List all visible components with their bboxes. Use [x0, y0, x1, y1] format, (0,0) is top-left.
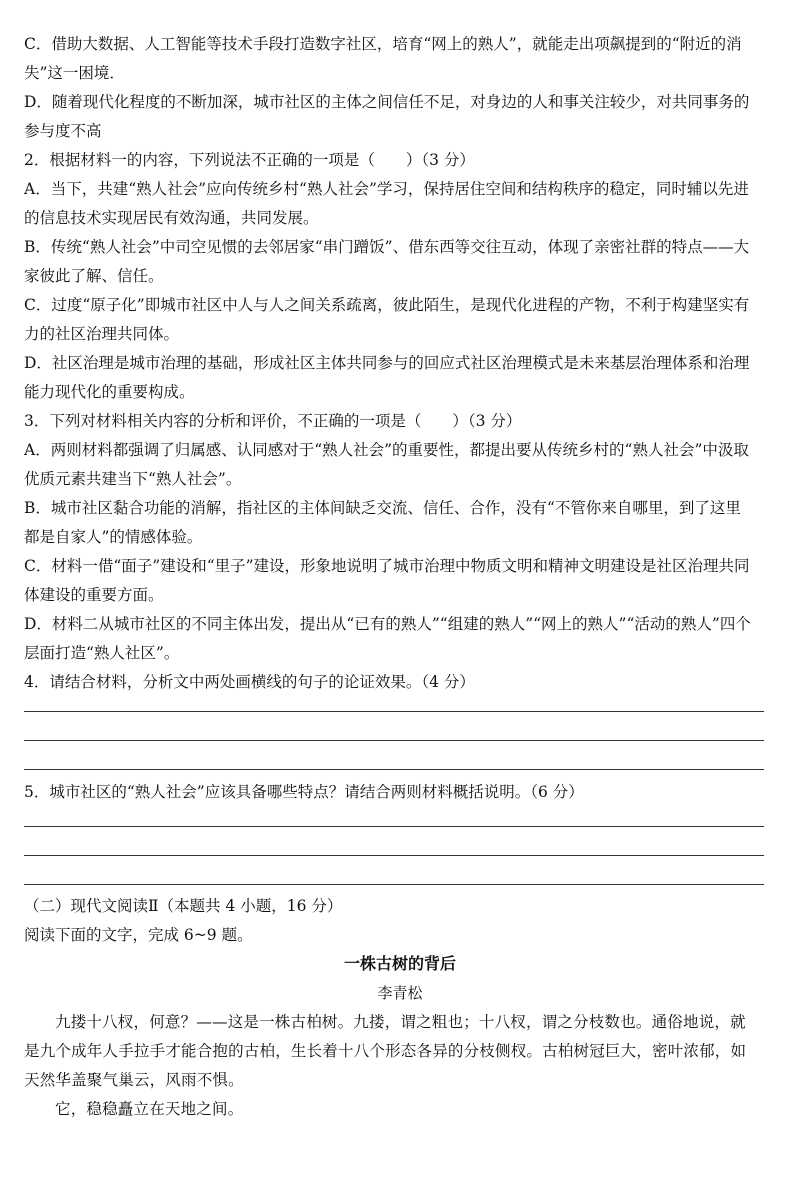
q5-answer-line[interactable] [24, 855, 764, 856]
q2-option-c-line1: C．过度“原子化”即城市社区中人与人之间关系疏离，彼此陌生，是现代化进程的产物，不利于构建坚实有 [24, 296, 750, 314]
section-instruction: 阅读下面的文字，完成 6~9 题。 [24, 926, 253, 944]
section-heading: （二）现代文阅读Ⅱ（本题共 4 小题，16 分） [24, 897, 343, 915]
q3-option-a-line1: A．两则材料都强调了归属感、认同感对于“熟人社会”的重要性，都提出要从传统乡村的“熟人社会”中汲取 [24, 441, 749, 459]
q3-stem: 3．下列对材料相关内容的分析和评价，不正确的一项是（ ）（3 分） [24, 412, 522, 430]
q2-stem: 2．根据材料一的内容，下列说法不正确的一项是（ ）（3 分） [24, 151, 475, 169]
q4-answer-line[interactable] [24, 711, 764, 712]
q4-answer-line[interactable] [24, 740, 764, 741]
article-paragraph1-line1: 九搂十八杈，何意？——这是一株古柏树。九搂，谓之粗也；十八杈，谓之分枝数也。通俗地说，就 [55, 1013, 746, 1031]
q2-option-b-line1: B．传统“熟人社会”中司空见惯的去邻居家“串门蹭饭”、借东西等交往互动，体现了亲密社群的特点——大 [24, 238, 750, 256]
q5-stem: 5．城市社区的“熟人社会”应该具备哪些特点？请结合两则材料概括说明。（6 分） [24, 783, 584, 801]
q3-option-b-line1: B．城市社区黏合功能的消解，指社区的主体间缺乏交流、信任、合作，没有“不管你来自哪里，到了这里 [24, 499, 741, 517]
q3-option-c-line2: 体建设的重要方面。 [24, 586, 164, 604]
q4-stem: 4．请结合材料，分析文中两处画横线的句子的论证效果。（4 分） [24, 673, 475, 691]
article-paragraph2-line1: 它，稳稳矗立在天地之间。 [55, 1100, 244, 1118]
q3-option-d-line2: 层面打造“熟人社区”。 [24, 644, 180, 662]
q2-option-a-line2: 的信息技术实现居民有效沟通，共同发展。 [24, 209, 319, 227]
article-author: 李青松 [377, 984, 423, 1002]
q1-option-d-line1: D．随着现代化程度的不断加深，城市社区的主体之间信任不足，对身边的人和事关注较少，对共同事务的 [24, 93, 750, 111]
q2-option-c-line2: 力的社区治理共同体。 [24, 325, 180, 343]
q5-answer-line[interactable] [24, 884, 764, 885]
q3-option-c-line1: C．材料一借“面子”建设和“里子”建设，形象地说明了城市治理中物质文明和精神文明建设是社区治理共同 [24, 557, 750, 575]
q5-answer-line[interactable] [24, 826, 764, 827]
q3-option-b-line2: 都是自家人”的情感体验。 [24, 528, 203, 546]
q3-option-a-line2: 优质元素共建当下“熟人社会”。 [24, 470, 242, 488]
q1-option-c-line1: C．借助大数据、人工智能等技术手段打造数字社区，培育“网上的熟人”，就能走出项飙提到的“附近的消 [24, 35, 742, 53]
q1-option-d-line2: 参与度不高 [24, 122, 102, 140]
q2-option-b-line2: 家彼此了解、信任。 [24, 267, 164, 285]
q4-answer-line[interactable] [24, 769, 764, 770]
q3-option-d-line1: D．材料二从城市社区的不同主体出发，提出从“已有的熟人”“组建的熟人”“网上的熟人”“活动的熟人”四个 [24, 615, 751, 633]
q2-option-a-line1: A．当下，共建“熟人社会”应向传统乡村“熟人社会”学习，保持居住空间和结构秩序的稳定，同时辅以先进 [24, 180, 749, 198]
article-title: 一株古树的背后 [343, 954, 456, 973]
q2-option-d-line1: D．社区治理是城市治理的基础，形成社区主体共同参与的回应式社区治理模式是未来基层治理体系和治理 [24, 354, 750, 372]
q1-option-c-line2: 失”这一困境． [24, 64, 125, 82]
q2-option-d-line2: 能力现代化的重要构成。 [24, 383, 195, 401]
article-paragraph1-line3: 天然华盖聚气巢云，风雨不惧。 [24, 1071, 244, 1089]
article-paragraph1-line2: 是九个成年人手拉手才能合抱的古柏，生长着十八个形态各异的分枝侧杈。古柏树冠巨大，密叶浓郁，如 [24, 1042, 747, 1060]
